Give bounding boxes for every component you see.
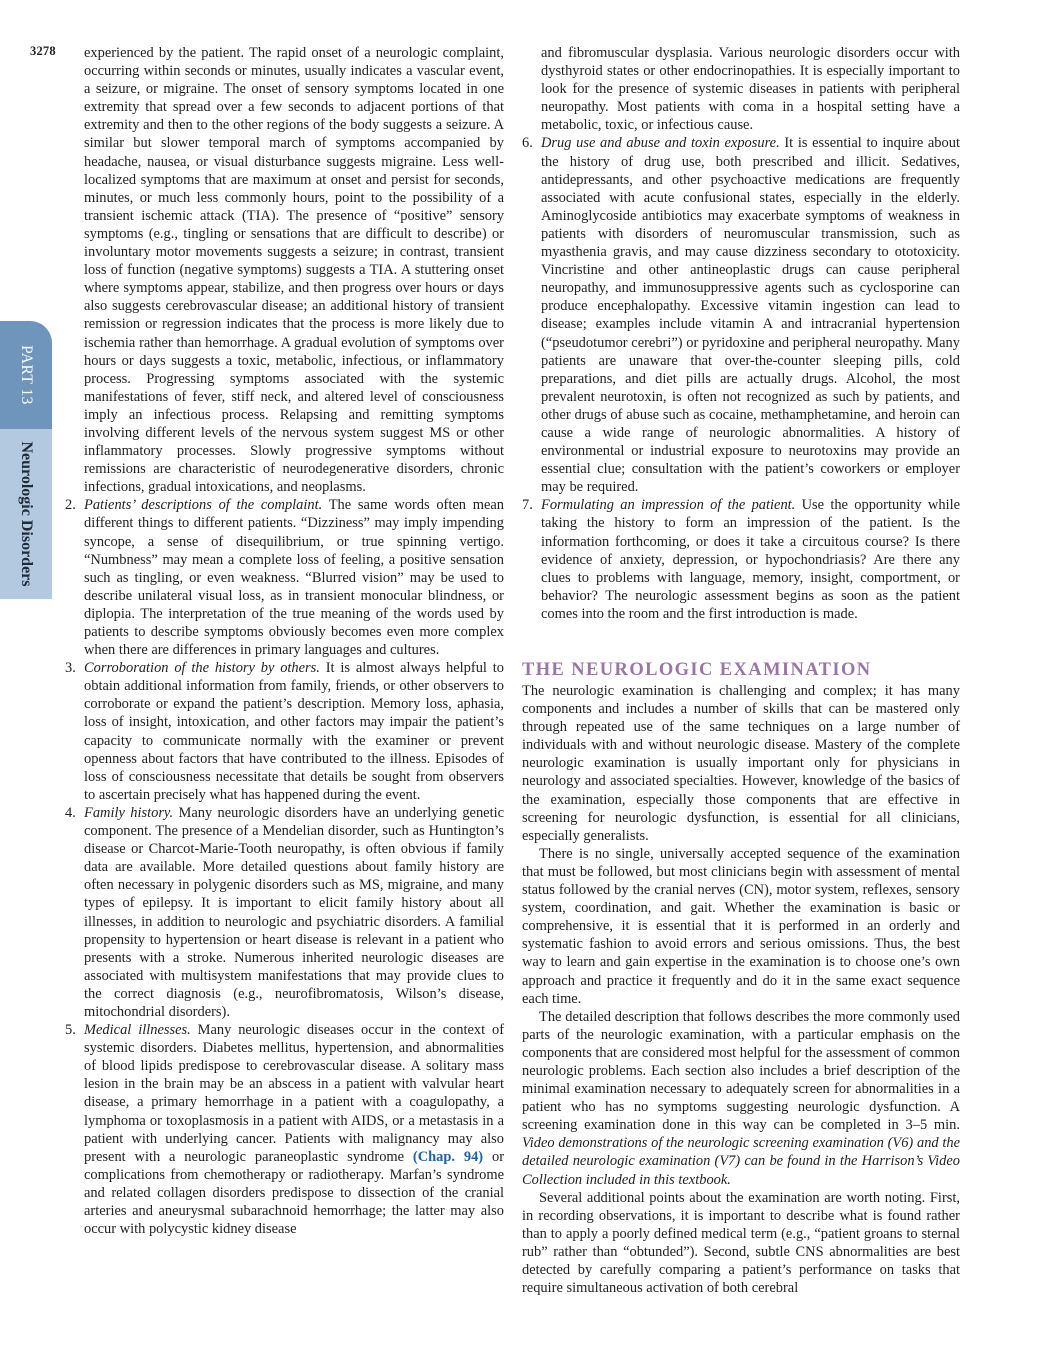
item-text: It is almost always helpful to obtain additional information from family, friends, or other observers to corroborate or expand the patient’s description. Memory loss, aphasia, loss of insight, intoxication, and other factors may impair the patient’s capacity to communicate normally with the examiner or prevent openness about factors that have contributed to the illness. Episodes of loss of consciousness necessitate that details be sought from observers to ascertain precisely what has happened during the event. [84,660,504,803]
item-text: Many neurologic diseases occur in the context of systemic disorders. Diabetes mellitus, hypertension, and abnormalities of blood lipids predispose to cerebrovascular disease. A solitary mass lesion in the brain may be an abscess in a patient with valvular heart disease, a primary hemorrhage in a patient with a coagulopathy, a lymphoma or toxoplasmosis in a patient with AIDS, or a metastasis in a patient with underlying cancer. Patients with malignancy may also present with a neurologic paraneoplastic syndrome [84,1022,505,1165]
list-item [65,804,505,1021]
list-item [65,1021,505,1238]
continued-item-text: and fibromuscular dysplasia. Various neurologic disorders occur with dysthyroid states or other endocrinopathies. It is especially important to look for the presence of systemic diseases in patients with peripheral neuropathy. Most patients with coma in a hospital setting have a metabolic, toxic, or infectious cause. [541,45,960,134]
item-title: Formulating an impression of the patient. [541,497,796,514]
item-text: The same words often mean different things to different patients. “Dizziness” may imply impending syncope, a sense of disequilibrium, or true spinning vertigo. “Numbness” may mean a complete loss of feeling, a positive sensation such as tingling, or even weakness. “Blurred vision” may be used to describe unilateral visual loss, as in transient monocular blindness, or diplopia. The interpretation of the true meaning of the words used by patients to describe symptoms obviously becomes even more complex when there are differences in primary languages and cultures. [84,497,504,659]
paragraph-text: The detailed description that follows describes the more commonly used parts of the neurologic examination, with a particular emphasis on the components that are considered most helpful for the assessment of common neurologic problems. Each section also includes a brief description of the minimal examination necessary to adequately screen for abnormalities in a patient who has no symptoms suggesting neurologic dysfunction. A screening examination done in this way can be completed in 3–5 min. [522,1008,960,1134]
right-column [522,44,960,1297]
history-list [65,496,505,1238]
list-item [65,659,504,804]
section-heading: THE NEUROLOGIC EXAMINATION [522,660,872,680]
item-number: 4. [65,804,76,821]
item-text: or complications from chemotherapy or radiotherapy. Marfan’s syndrome and related collagen disorders predispose to dissection of the cranial arteries and aneurysmal subarachnoid hemorrhage; the latter may also occur with polycystic kidney disease [84,1148,504,1238]
item-number: 2. [65,497,76,514]
item-text: Many neurologic disorders have an underlying genetic component. The presence of a Mendelian disorder, such as Huntington’s disease or Charcot-Marie-Tooth neuropathy, is often obvious if family data are available. More detailed questions about family history are often necessary in polygenic disorders such as MS, migraine, and many types of epilepsy. It is important to elicit family history about all illnesses, in addition to neurologic and psychiatric disorders. A familial propensity to hypertension or heart disease is relevant in a patient who presents with a stroke. Numerous inherited neurologic diseases are associated with multisystem manifestations that may provide clues to the correct diagnosis (e.g., neurofibromatosis, Wilson’s disease, mitochondrial disorders). [84,804,505,1020]
body-paragraph: The neurologic examination is challenging and complex; it has many components and includes a number of skills that can be mastered only through repeated use of the same techniques on a large number of individuals with and without neurologic disease. Mastery of the complete neurologic examination is usually important only for physicians in neurology and associated specialties. However, knowledge of the basics of the examination, especially those components that are effective in screening for neurologic dysfunction, is essential for all clinicians, especially generalists. [522,683,960,844]
item-title: Drug use and abuse and toxin exposure. [541,135,780,152]
section-label-segment [0,429,52,599]
part-side-tab [0,321,52,599]
item-title: Patients’ descriptions of the complaint. [84,497,323,514]
item-number: 6. [522,135,533,152]
continued-paragraph: experienced by the patient. The rapid onset of a neurologic complaint, occurring within seconds or minutes, usually indicates a vascular event, a seizure, or migraine. The onset of sensory symptoms located in one extremity that spread over a few seconds to adjacent portions of that extremity and then to the other regions of the body suggests a seizure. A similar but slower temporal march of symptoms accompanied by headache, nausea, or visual disturbance suggests migraine. Less well-localized symptoms that are maximum at onset and persist for seconds, minutes, or much less commonly hours, point to the possibility of a transient ischemic attack (TIA). The presence of “positive” sensory symptoms (e.g., tingling or sensations that are difficult to describe) or involuntary motor movements suggests a seizure; in contrast, transient loss of function (negative symptoms) suggests a TIA. A stuttering onset where symptoms appear, stabilize, and then progress over hours or days also suggests cerebrovascular disease; an additional history of transient remission or regression indicates that the process is more likely due to ischemia rather than hemorrhage. A gradual evolution of symptoms over hours or days suggests a toxic, metabolic, infectious, or inflammatory process. Progressing symptoms associated with the systemic manifestations of fever, stiff neck, and altered level of consciousness imply an infectious process. Relapsing and remitting symptoms involving different levels of the nervous system suggest MS or other inflammatory processes. Slowly progressive symptoms without remissions are characteristic of neurodegenerative disorders, chronic infections, gradual intoxications, and neoplasms. [84,45,504,496]
body-paragraph: Several additional points about the examination are worth noting. First, in recording observations, it is important to describe what is found rather than to apply a poorly defined medical term (e.g., “patient groans to sternal rub” rather than “obtunded”). Second, subtle CNS abnormalities are best detected by carefully comparing a patient’s performance on tasks that require simultaneous activation of both cerebral [522,1189,960,1297]
item-text: Use the opportunity while taking the history to form an impression of the patient. Is the information forthcoming, or does it take a circuitous course? Is there evidence of anxiety, depression, or hypochondriasis? Are there any clues to problems with language, memory, insight, comportment, or behavior? The neurologic assessment begins as soon as the patient comes into the room and the first introduction is made. [541,497,960,622]
part-label: PART 13 [18,345,35,405]
item-title: Corroboration of the history by others. [84,660,320,677]
list-item [522,134,960,496]
history-list-continued [522,134,960,623]
chapter-cross-reference-link[interactable]: (Chap. 94) [412,1148,484,1165]
item-title: Family history. [84,804,174,821]
left-column [65,44,505,1238]
section-label: Neurologic Disorders [18,441,35,587]
video-reference-text: Video demonstrations of the neurologic screening examination (V6) and the detailed neurologic examination (V7) can be found in the Harrison’s Video Collection included in this textbook. [522,1135,960,1188]
item-number: 3. [65,660,76,677]
list-item [65,496,504,659]
body-paragraph [522,1008,960,1189]
body-paragraph: There is no single, universally accepted sequence of the examination that must be followed, but most clinicians begin with assessment of mental status followed by the cranial nerves (CN), motor system, reflexes, sensory system, coordination, and gait. Whether the examination is basic or comprehensive, it is essential that it is performed in an orderly and systematic fashion to avoid errors and serious omissions. Thus, the best way to learn and gain expertise in the examination is to choose one’s own approach and practice it frequently and do it in the same exact sequence each time. [522,845,960,1007]
item-text: It is essential to inquire about the history of drug use, both prescribed and illicit. Sedatives, antidepressants, and other psychoactive medications are frequently associated with acute confusional states, especially in the elderly. Aminoglycoside antibiotics may exacerbate symptoms of weakness in patients with disorders of neuromuscular transmission, such as myasthenia gravis, and may cause dizziness secondary to ototoxicity. Vincristine and other antineoplastic drugs can cause peripheral neuropathy, and immunosuppressive agents such as cyclosporine can produce encephalopathy. Excessive vitamin ingestion can lead to disease; examples include vitamin A and intracranial hypertension (“pseudotumor cerebri”) or pyridoxine and peripheral neuropathy. Many patients are unaware that over-the-counter sleeping pills, cold preparations, and diet pills are actually drugs. Alcohol, the most prevalent neurotoxin, is often not recognized as such by patients, and other drugs of abuse such as cocaine, methamphetamine, and heroin can cause a wide range of neurologic abnormalities. A history of environmental or industrial exposure to neurotoxins may provide an essential clue; consultation with the patient’s coworkers or employer may be required. [541,135,960,496]
item-number: 5. [65,1022,76,1039]
part-label-segment [0,321,52,429]
page-number: 3278 [30,44,56,58]
item-number: 7. [522,497,533,514]
list-item [522,496,960,623]
item-title: Medical illnesses. [84,1022,191,1039]
